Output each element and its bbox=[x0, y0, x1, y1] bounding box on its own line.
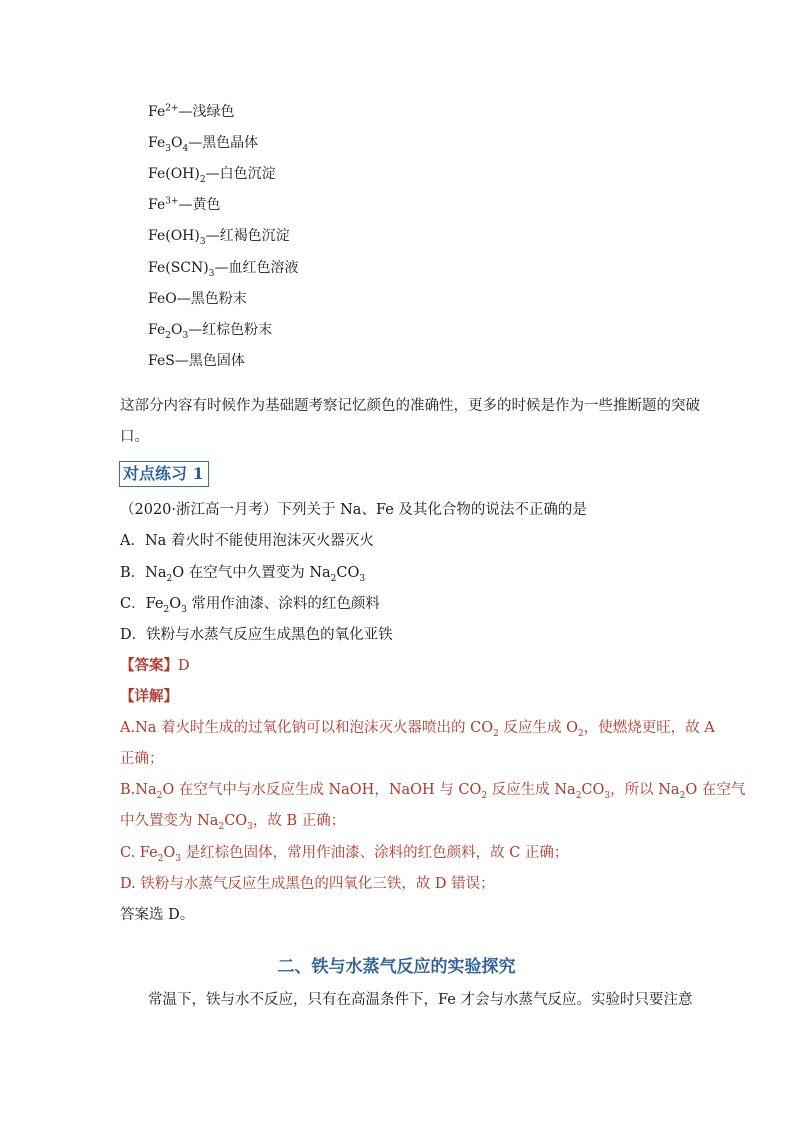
color-item: $Fe(OH)_3—$红褐色沉淀 bbox=[148, 228, 290, 247]
option-d: D．铁粉与水蒸气反应生成黑色的氧化亚铁 bbox=[120, 627, 393, 643]
section-intro: 常温下，铁与水不反应，只有在高温条件下，Fe 才会与水蒸气反应。实验时只要注意 bbox=[148, 992, 693, 1008]
color-item: $Fe_2O_3—$红棕色粉末 bbox=[148, 322, 273, 341]
detail-label: 【详解】 bbox=[120, 688, 178, 705]
color-item: $Fe(SCN)_3—$血红色溶液 bbox=[148, 260, 299, 279]
conclusion: 答案选 D。 bbox=[120, 907, 195, 923]
explanation-a: A.Na 着火时生成的过氧化钠可以和泡沫灭火器喷出的 $CO_2$ 反应生成 $O_2$，使燃烧更旺，故 A bbox=[120, 720, 715, 739]
question-stem: （2020·浙江高一月考）下列关于 Na、Fe 及其化合物的说法不正确的是 bbox=[120, 502, 587, 518]
explanation-b-cont: 中久置变为 $Na_2CO_3$，故 B 正确； bbox=[120, 813, 346, 832]
option-b: B．$Na_2O$ 在空气中久置变为 $Na_2CO_3$ bbox=[120, 565, 366, 584]
explanation-a-cont: 正确； bbox=[120, 751, 164, 767]
color-item: FeS—黑色固体 bbox=[148, 353, 245, 369]
option-a: A．Na 着火时不能使用泡沫灭火器灭火 bbox=[120, 533, 374, 549]
explanation-d: D. 铁粉与水蒸气反应生成黑色的四氧化三铁，故 D 错误； bbox=[120, 876, 495, 892]
answer-line: 【答案】D bbox=[120, 657, 190, 674]
section-title: 二、铁与水蒸气反应的实验探究 bbox=[277, 957, 516, 977]
paragraph-line: 口。 bbox=[120, 429, 149, 445]
practice-label: 对点练习 1 bbox=[119, 461, 209, 487]
color-item: FeO—黑色粉末 bbox=[148, 291, 247, 307]
color-item: $Fe_3O_4—$黑色晶体 bbox=[148, 135, 259, 154]
color-item: $Fe^{2+}—$浅绿色 bbox=[148, 103, 235, 120]
color-item: $Fe^{3+}—$黄色 bbox=[148, 196, 221, 213]
option-c: C．$Fe_2O_3$ 常用作油漆、涂料的红色颜料 bbox=[120, 596, 380, 615]
color-item: $Fe(OH)_2—$白色沉淀 bbox=[148, 166, 276, 185]
explanation-c: C. $Fe_2O_3$ 是红棕色固体，常用作油漆、涂料的红色颜料，故 C 正确； bbox=[120, 845, 569, 864]
explanation-b: $B.Na_2O$ 在空气中与水反应生成 NaOH，NaOH 与 $CO_2$ 反应生成 $Na_2CO_3$，所以 $Na_2O$ 在空气 bbox=[120, 782, 746, 801]
paragraph-line: 这部分内容有时候作为基础题考察记忆颜色的准确性，更多的时候是作为一些推断题的突破 bbox=[120, 398, 700, 414]
